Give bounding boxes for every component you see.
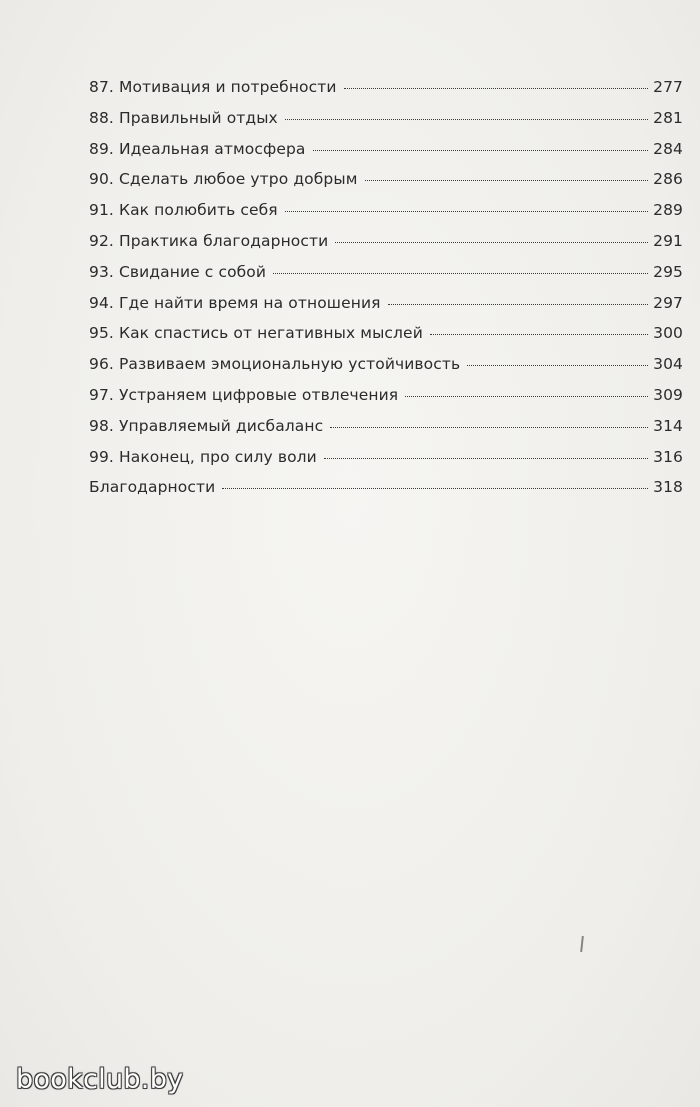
- toc-entry-page: 309: [653, 385, 683, 404]
- toc-entry-page: 297: [653, 293, 683, 312]
- dot-leader: [222, 488, 648, 489]
- toc-entry-title: 88. Правильный отдых: [89, 108, 278, 127]
- toc-entry: [89, 355, 683, 386]
- dot-leader: [388, 304, 649, 305]
- toc-entry: [89, 294, 683, 325]
- watermark-logo: bookclub.by: [16, 1064, 184, 1095]
- toc-entry: [89, 417, 683, 448]
- pencil-mark: [580, 936, 584, 952]
- toc-entry: [89, 170, 683, 201]
- toc-entry-page: 291: [653, 231, 683, 250]
- toc-entry-title: 90. Сделать любое утро добрым: [89, 170, 358, 189]
- toc-entry-page: 300: [653, 324, 683, 343]
- toc-entry-title: 89. Идеальная атмосфера: [89, 139, 306, 158]
- dot-leader: [405, 396, 648, 397]
- dot-leader: [285, 119, 648, 120]
- dot-leader: [273, 273, 648, 274]
- toc-entry-title: 93. Свидание с собой: [89, 262, 267, 281]
- table-of-contents: [89, 78, 683, 509]
- toc-entry-page: 289: [653, 201, 683, 220]
- dot-leader: [313, 150, 649, 151]
- toc-entry: [89, 109, 683, 140]
- toc-entry-page: 281: [653, 108, 683, 127]
- toc-entry-title: 98. Управляемый дисбаланс: [89, 416, 324, 435]
- dot-leader: [430, 334, 648, 335]
- toc-entry-title: 97. Устраняем цифровые отвлечения: [89, 385, 399, 404]
- toc-entry: [89, 324, 683, 355]
- toc-entry: [89, 386, 683, 417]
- toc-entry-title: 94. Где найти время на отношения: [89, 293, 381, 312]
- toc-entry-page: 316: [653, 447, 683, 466]
- toc-entry-title: 91. Как полюбить себя: [89, 201, 278, 220]
- toc-entry: [89, 448, 683, 479]
- toc-entry-page: 284: [653, 139, 683, 158]
- toc-entry-title: 95. Как спастись от негативных мыслей: [89, 324, 423, 343]
- toc-entry-title: 92. Практика благодарности: [89, 231, 329, 250]
- toc-entry-title: 87. Мотивация и потребности: [89, 78, 337, 96]
- toc-entry-page: 277: [653, 78, 683, 96]
- toc-entry-title: 99. Наконец, про силу воли: [89, 447, 317, 466]
- toc-entry: [89, 201, 683, 232]
- toc-entry-page: 318: [653, 478, 683, 497]
- dot-leader: [467, 365, 648, 366]
- toc-entry-page: 286: [653, 170, 683, 189]
- toc-entry-page: 295: [653, 262, 683, 281]
- toc-entry: [89, 263, 683, 294]
- toc-entry: [89, 78, 683, 109]
- toc-entry: [89, 232, 683, 263]
- dot-leader: [344, 88, 649, 89]
- dot-leader: [330, 427, 648, 428]
- toc-entry-title: 96. Развиваем эмоциональную устойчивость: [89, 355, 461, 374]
- dot-leader: [324, 458, 648, 459]
- toc-entry-title: Благодарности: [89, 478, 216, 497]
- toc-entry: [89, 140, 683, 171]
- dot-leader: [365, 180, 649, 181]
- toc-entry-page: 314: [653, 416, 683, 435]
- toc-entry: [89, 478, 683, 509]
- toc-entry-page: 304: [653, 355, 683, 374]
- dot-leader: [285, 211, 648, 212]
- dot-leader: [335, 242, 648, 243]
